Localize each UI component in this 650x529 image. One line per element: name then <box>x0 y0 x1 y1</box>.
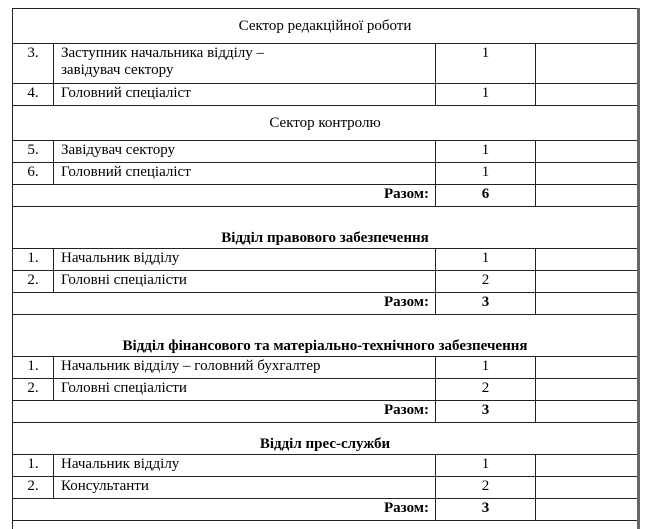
total-row <box>13 401 639 423</box>
table-row <box>13 455 639 477</box>
row-number: 1. <box>13 249 54 271</box>
row-number: 5. <box>13 141 54 163</box>
position-count: 1 <box>436 249 536 271</box>
empty-cell <box>13 521 639 529</box>
total-value: 6 <box>436 185 536 207</box>
empty-cell <box>536 477 639 499</box>
department-header-row <box>13 423 639 455</box>
total-label: Разом: <box>13 499 436 521</box>
position-name: Начальник відділу <box>54 455 436 477</box>
position-count: 2 <box>436 379 536 401</box>
position-name: Завідувач сектору <box>54 141 436 163</box>
table-row <box>13 357 639 379</box>
position-name: Головний спеціаліст <box>54 84 436 106</box>
total-value: 3 <box>436 401 536 423</box>
position-count: 2 <box>436 271 536 293</box>
section-header-row <box>13 9 639 44</box>
position-name: Головні спеціалісти <box>54 379 436 401</box>
table-row <box>13 477 639 499</box>
empty-cell <box>536 163 639 185</box>
position-count: 1 <box>436 357 536 379</box>
trailing-row <box>13 521 639 529</box>
position-name: Начальник відділу <box>54 249 436 271</box>
row-number: 4. <box>13 84 54 106</box>
position-name: Головний спеціаліст <box>54 163 436 185</box>
empty-cell <box>536 499 639 521</box>
department-header-row <box>13 315 639 357</box>
empty-cell <box>536 401 639 423</box>
department-title: Відділ прес-служби <box>13 423 639 455</box>
total-value: 3 <box>436 499 536 521</box>
position-name: Начальник відділу – головний бухгалтер <box>54 357 436 379</box>
total-label: Разом: <box>13 185 436 207</box>
position-count: 1 <box>436 163 536 185</box>
table-row <box>13 141 639 163</box>
table-row <box>13 249 639 271</box>
row-number: 2. <box>13 379 54 401</box>
total-label: Разом: <box>13 293 436 315</box>
table-row <box>13 84 639 106</box>
row-number: 1. <box>13 455 54 477</box>
position-count: 2 <box>436 477 536 499</box>
department-header-row <box>13 207 639 249</box>
total-label: Разом: <box>13 401 436 423</box>
position-name: Головні спеціалісти <box>54 271 436 293</box>
section-header-row <box>13 106 639 141</box>
table-row <box>13 163 639 185</box>
total-value: 3 <box>436 293 536 315</box>
row-number: 6. <box>13 163 54 185</box>
department-title: Відділ фінансового та матеріально-технічного забезпечення <box>13 315 639 357</box>
empty-cell <box>536 271 639 293</box>
total-row <box>13 499 639 521</box>
empty-cell <box>536 141 639 163</box>
empty-cell <box>536 185 639 207</box>
position-name <box>54 44 436 84</box>
section-title: Сектор редакційної роботи <box>13 9 639 44</box>
empty-cell <box>536 357 639 379</box>
row-number: 3. <box>13 44 54 84</box>
staffing-document <box>12 8 638 529</box>
table-row <box>13 44 639 84</box>
row-number: 2. <box>13 271 54 293</box>
empty-cell <box>536 44 639 84</box>
row-number: 1. <box>13 357 54 379</box>
empty-cell <box>536 84 639 106</box>
position-count: 1 <box>436 455 536 477</box>
department-title: Відділ правового забезпечення <box>13 207 639 249</box>
position-count: 1 <box>436 44 536 84</box>
position-count: 1 <box>436 141 536 163</box>
position-count: 1 <box>436 84 536 106</box>
total-row <box>13 293 639 315</box>
staffing-table <box>12 8 640 529</box>
section-title: Сектор контролю <box>13 106 639 141</box>
empty-cell <box>536 293 639 315</box>
position-name-line2: завідувач сектору <box>61 62 173 78</box>
table-row <box>13 379 639 401</box>
total-row <box>13 185 639 207</box>
table-row <box>13 271 639 293</box>
position-name: Консультанти <box>54 477 436 499</box>
position-name-line1: Заступник начальника відділу – <box>61 45 264 61</box>
row-number: 2. <box>13 477 54 499</box>
empty-cell <box>536 455 639 477</box>
empty-cell <box>536 379 639 401</box>
empty-cell <box>536 249 639 271</box>
